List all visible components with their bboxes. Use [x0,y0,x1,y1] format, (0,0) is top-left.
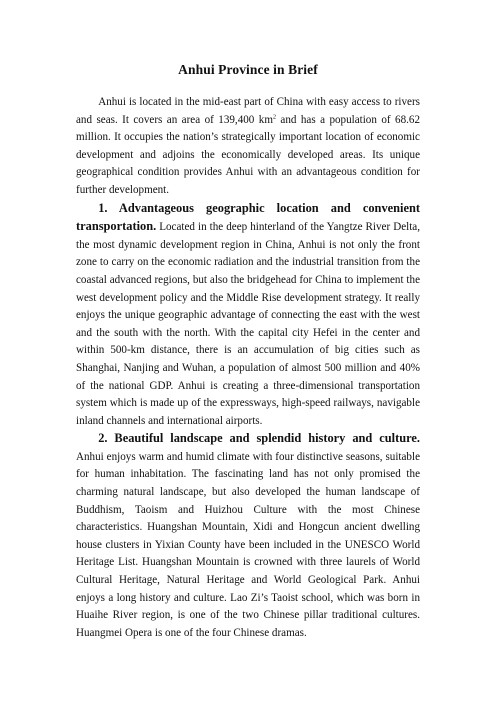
section-heading-location: 1. Advantageous geographic location and convenient transportation. [76,200,420,234]
location-text: Located in the deep hinterland of the Yangtze River Delta, the most dynamic development region in China, Anhui is not only the front zone to carry on the economic radiation and the industrial transition from the coastal advanced regions, but also the bridgehead for China to implement the west development policy and the Middle Rise development strategy. It really enjoys the unique geographic advantage of connecting the east with the west and the south with the north. With the capital city Hefei in the center and within 500-km distance, there is an accumulation of big cities such as Shanghai, Nanjing and Wuhan, a population of almost 500 million and 40% of the national GDP. Anhui is creating a three-dimensional transportation system which is made up of the expressways, high-speed railways, navigable inland channels and international airports. [76,221,420,427]
landscape-text: Anhui enjoys warm and humid climate with four distinctive seasons, suitable for human inhabitation. The fascinating land has not only promised the charming natural landscape, but also developed the human landscape of Buddhism, Taoism and Huizhou Culture with the most Chinese characteristics. Huangshan Mountain, Xidi and Hongcun ancient dwelling house clusters in Yixian County have been included in the UNESCO World Heritage List. Huangshan Mountain is crowned with three laurels of World Cultural Heritage, Natural Heritage and World Geological Park. Anhui enjoys a long history and culture. Lao Zi’s Taoist school, which was born in Huaihe River region, is one of the two Chinese pillar traditional cultures. Huangmei Opera is one of the four Chinese dramas. [76,450,420,639]
intro-text-continued: and has a population of 68.62 million. It occupies the nation’s strategically important location of economic development and adjoins the economically developed areas. Its unique geographical condition provides Anhui with an advantageous condition for further development. [76,113,420,196]
section-heading-landscape: 2. Beautiful landscape and splendid history and culture. [98,431,420,446]
paragraph-location [76,200,420,431]
area-unit-superscript: 2 [272,113,276,120]
paragraph-landscape [76,430,420,642]
paragraph-intro [76,94,420,200]
intro-text: Anhui is located in the mid-east part of China with easy access to rivers and seas. It covers an area of 139,400 km [76,96,420,126]
document-title: Anhui Province in Brief [178,62,318,77]
